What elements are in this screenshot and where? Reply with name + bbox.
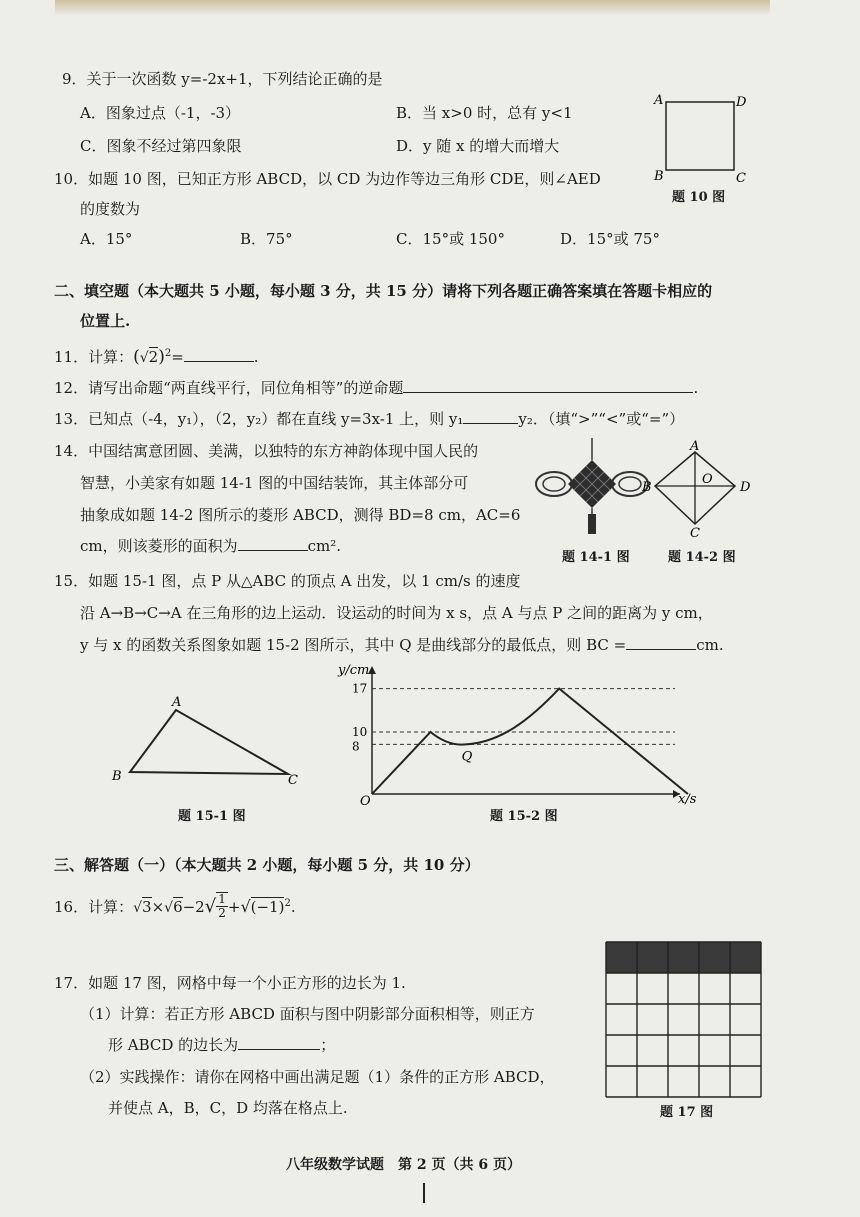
- q17-part1-text: 形 ABCD 的边长为: [108, 1036, 239, 1054]
- label-d: D: [736, 95, 747, 110]
- q15-line3: [80, 634, 724, 655]
- square-abcd: [666, 102, 734, 170]
- q13-text: 13．已知点（-4，y₁），（2，y₂）都在直线 y=3x-1 上，则 y₁: [54, 410, 464, 428]
- q16-exponent: 2: [284, 898, 291, 909]
- label-b: B: [654, 169, 664, 184]
- label-o: O: [702, 472, 713, 487]
- q14-caption2: 题 14-2 图: [668, 550, 736, 565]
- label-c: C: [288, 773, 298, 788]
- q9-stem: 9．关于一次函数 y=-2x+1，下列结论正确的是: [62, 70, 383, 88]
- q10-caption: 题 10 图: [672, 190, 726, 205]
- q14-figure-rhombus: [642, 438, 762, 541]
- q12-end: .: [693, 379, 699, 397]
- q11-end: .: [253, 348, 259, 366]
- q11-answer-blank[interactable]: [184, 347, 254, 362]
- q15-caption1: 题 15-1 图: [178, 809, 246, 824]
- y-tick-17: 17: [352, 681, 368, 696]
- label-c: C: [690, 526, 700, 541]
- q9-option-c: C．图象不经过第四象限: [80, 137, 242, 155]
- chinese-knot-image: [534, 438, 654, 538]
- label-d: D: [740, 480, 751, 495]
- triangle-abc: [130, 710, 288, 774]
- q16-times: ×: [151, 898, 165, 916]
- function-curve: [372, 689, 688, 794]
- q9-option-a: A．图象过点（-1，-3）: [80, 104, 241, 122]
- q16: 16．计算：√3×√6−2√ $\frac{1}{2}$ $+√(-1)^2$.: [54, 892, 296, 920]
- label-b: B: [642, 480, 652, 495]
- q17-part2-line2: 并使点 A，B，C，D 均落在格点上.: [108, 1099, 348, 1117]
- q16-fraction: $\frac{1}{2}$: [218, 892, 226, 920]
- q16-end: .: [290, 898, 296, 916]
- q9-option-d: D．y 随 x 的增大而增大: [396, 137, 560, 155]
- q14-answer-blank[interactable]: [238, 536, 308, 551]
- q17-grid-figure: [604, 940, 764, 1100]
- q14-line4-text: cm，则该菱形的面积为: [80, 537, 238, 555]
- y-axis-label: y/cm: [338, 663, 370, 678]
- q12: [54, 377, 698, 398]
- q15-line2: 沿 A→B→C→A 在三角形的边上运动．设运动的时间为 x s，点 A 与点 P 之间的距离为 y cm，: [80, 604, 713, 622]
- shaded-row: [606, 942, 761, 973]
- q10-option-b: B．75°: [240, 230, 293, 248]
- q14-line3: 抽象成如题 14-2 图所示的菱形 ABCD，测得 BD=8 cm，AC=6: [80, 506, 521, 524]
- label-c: C: [736, 171, 746, 186]
- y-tick-10: 10: [352, 725, 368, 739]
- q13-answer-blank[interactable]: [463, 409, 518, 424]
- origin-label: O: [360, 794, 371, 809]
- q10-stem-line2: 的度数为: [80, 200, 141, 218]
- section2-heading: 二、填空题（本大题共 5 小题，每小题 3 分，共 15 分）请将下列各题正确答案填在答题卡相应的: [54, 282, 713, 300]
- x-axis-label: x/s: [678, 792, 697, 807]
- page-top-edge: [55, 0, 770, 16]
- q12-text: 12．请写出命题“两直线平行，同位角相等”的逆命题: [54, 379, 404, 397]
- q14-unit: cm².: [307, 537, 342, 555]
- q17-caption: 题 17 图: [660, 1105, 714, 1120]
- q14-line2: 智慧，小美家有如题 14-1 图的中国结装饰，其主体部分可: [80, 474, 469, 492]
- q10-option-c: C．15°或 150°: [396, 230, 505, 248]
- label-b: B: [112, 769, 122, 784]
- q14-caption1: 题 14-1 图: [562, 550, 630, 565]
- q13-tail: y₂．（填“>”“<”或“=”）: [518, 410, 685, 428]
- q15-unit: cm.: [696, 636, 724, 654]
- q11-radicand: 2: [148, 348, 159, 366]
- q15-caption2: 题 15-2 图: [490, 809, 558, 824]
- section3-heading: 三、解答题（一）（本大题共 2 小题，每小题 5 分，共 10 分）: [54, 856, 480, 874]
- q14-line1: 14．中国结寓意团圆、美满，以独特的东方神韵体现中国人民的: [54, 442, 479, 460]
- q10-option-a: A．15°: [80, 230, 133, 248]
- q16-plus: +: [227, 898, 241, 916]
- q17-line1: 17．如题 17 图，网格中每一个小正方形的边长为 1.: [54, 974, 406, 992]
- label-a: A: [690, 439, 700, 454]
- q17-part1-end: ；: [320, 1036, 336, 1054]
- q17-part1-line1: （1）计算：若正方形 ABCD 面积与图中阴影部分面积相等，则正方: [80, 1005, 535, 1023]
- q15-figure-triangle: [108, 692, 308, 792]
- q9-option-b: B．当 x>0 时，总有 y<1: [396, 104, 573, 122]
- q12-answer-blank[interactable]: [403, 378, 693, 393]
- q15-function-graph: [330, 660, 710, 809]
- q17-part1-line2: [108, 1034, 335, 1055]
- q10-figure-square: [650, 90, 760, 200]
- q16-inner: (−1): [250, 898, 285, 916]
- q16-sqrt3: 3: [142, 898, 152, 916]
- q11-prefix: 11．计算：: [54, 348, 134, 366]
- q10-option-d: D．15°或 75°: [560, 230, 660, 248]
- q16-prefix: 16．计算：: [54, 898, 134, 916]
- q10-stem-line1: 10．如题 10 图，已知正方形 ABCD，以 CD 为边作等边三角形 CDE，则∠AED: [54, 170, 601, 188]
- q17-answer-blank[interactable]: [238, 1035, 320, 1050]
- y-tick-8: 8: [352, 739, 360, 754]
- section2-heading-cont: 位置上.: [80, 312, 131, 330]
- q15-line3-text: y 与 x 的函数关系图象如题 15-2 图所示，其中 Q 是曲线部分的最低点，则 BC =: [80, 636, 627, 654]
- page-footer: 八年级数学试题 第 2 页（共 6 页）: [286, 1157, 521, 1173]
- label-a: A: [172, 695, 182, 710]
- binding-mark: [423, 1183, 425, 1203]
- q17-part2-line1: （2）实践操作：请你在网格中画出满足题（1）条件的正方形 ABCD，: [80, 1068, 555, 1086]
- q13: [54, 408, 684, 429]
- q11: 11．计算：$(√2)^2=$ .: [54, 347, 259, 367]
- q11-exponent: 2: [164, 348, 172, 359]
- label-a: A: [654, 93, 664, 108]
- q11-equals: =: [171, 348, 184, 366]
- point-q-label: Q: [461, 749, 473, 765]
- q14-line4: [80, 535, 341, 556]
- q16-minus2: −2: [182, 898, 205, 916]
- q16-sqrt6: 6: [173, 898, 183, 916]
- q15-line1: 15．如题 15-1 图，点 P 从△ABC 的顶点 A 出发，以 1 cm/s 的速度: [54, 572, 521, 590]
- q15-answer-blank[interactable]: [626, 635, 696, 650]
